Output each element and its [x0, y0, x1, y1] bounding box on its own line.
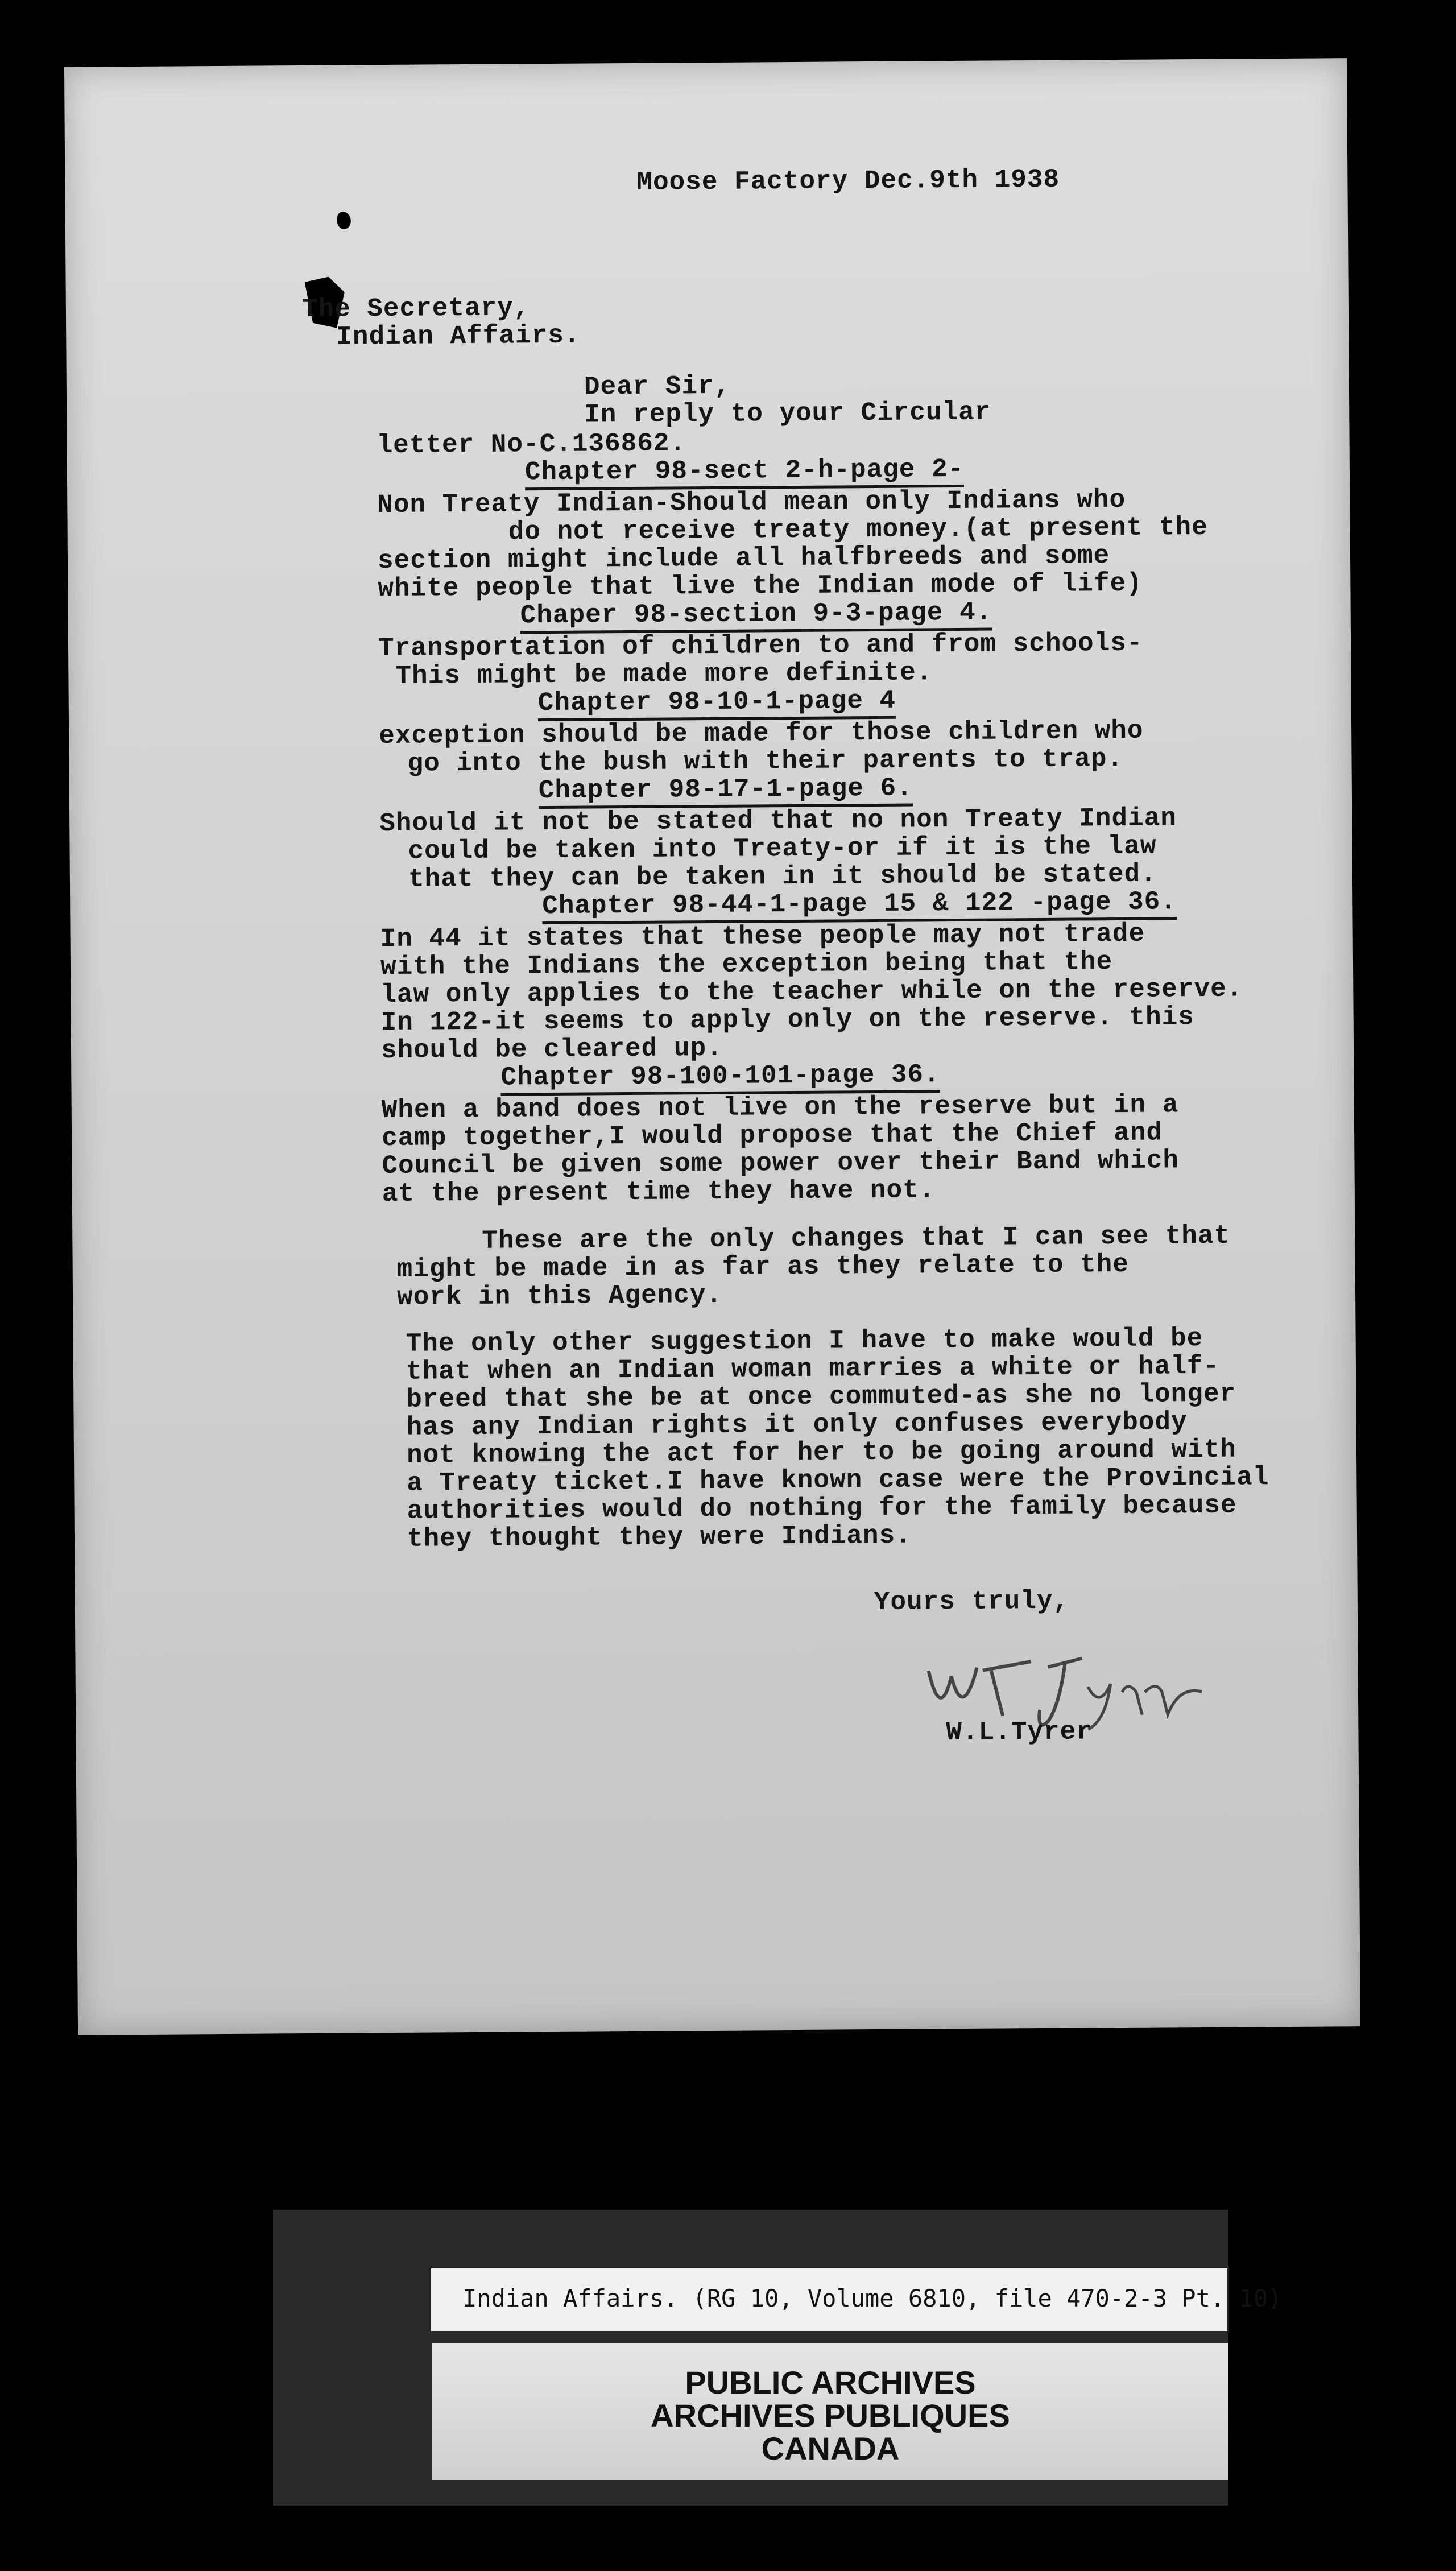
- letter-page: [64, 58, 1360, 2035]
- body-line: could be taken into Treaty-or if it is the law: [408, 831, 1157, 866]
- body-line: that they can be taken in it should be stated.: [408, 859, 1157, 894]
- chapter-heading: Chapter 98-10-1-page 4: [538, 687, 896, 721]
- archive-reference-label: [429, 2267, 1283, 2333]
- chapter-heading: Chapter 98-sect 2-h-page 2-: [525, 456, 965, 490]
- address-line: The Secretary,: [301, 293, 530, 325]
- recipient-address: [302, 294, 581, 352]
- body-line: that when an Indian woman marries a white or half-: [406, 1351, 1220, 1387]
- body-line: not knowing the act for her to be going around with: [406, 1435, 1236, 1470]
- archive-reference: Indian Affairs. (RG 10, Volume 6810, file 470-2-3 Pt. 10): [462, 2284, 1283, 2312]
- body-line: has any Indian rights it only confuses everybody: [406, 1407, 1188, 1442]
- archives-line-english: PUBLIC ARCHIVES: [685, 2365, 976, 2400]
- body-line: breed that she be at once commuted-as she no longer: [406, 1379, 1236, 1415]
- archives-line-country: CANADA: [761, 2431, 900, 2466]
- body-line: exception should be made for those children who: [378, 716, 1144, 751]
- closing-paragraph: [396, 1222, 1231, 1312]
- body-line: In 122-it seems to apply only on the reserve. this: [380, 1002, 1195, 1038]
- body-line: a Treaty ticket.I have known case were the Provincial: [407, 1462, 1269, 1498]
- salutation-block: [584, 371, 991, 429]
- chapter-heading: Chapter 98-17-1-page 6.: [539, 775, 913, 809]
- address-line: Indian Affairs.: [336, 320, 581, 352]
- body-line: These are the only changes that I can see that: [482, 1221, 1231, 1256]
- body-line: with the Indians the exception being that the: [380, 947, 1113, 982]
- body-line: Council be given some power over their Band which: [382, 1146, 1180, 1181]
- chapter-heading: Chaper 98-section 9-3-page 4.: [520, 599, 992, 634]
- ink-blot: [337, 212, 351, 229]
- chapter-notes: [377, 426, 1244, 1209]
- opening-line: In reply to your Circular: [584, 397, 991, 430]
- body-line: This might be made more definite.: [395, 658, 933, 691]
- archives-stamp: [432, 2343, 1228, 2480]
- suggestion-paragraph: [406, 1324, 1269, 1553]
- typed-signature: W.L.Tyrer: [946, 1717, 1093, 1748]
- body-line: they thought they were Indians.: [407, 1520, 912, 1554]
- body-line: should be cleared up.: [380, 1033, 723, 1066]
- complimentary-close: Yours truly,: [874, 1586, 1070, 1618]
- body-line: section might include all halfbreeds and some: [377, 541, 1110, 576]
- body-line: In 44 it states that these people may not trade: [380, 919, 1145, 954]
- body-line: white people that live the Indian mode of life): [378, 568, 1143, 604]
- body-line: go into the bush with their parents to trap.: [407, 743, 1124, 779]
- letter-date: Moose Factory Dec.9th 1938: [636, 164, 1060, 197]
- body-line: do not receive treaty money.(at present the: [508, 512, 1208, 547]
- body-line: law only applies to the teacher while on the reserve.: [380, 974, 1243, 1010]
- body-line: The only other suggestion I have to make would be: [406, 1323, 1203, 1359]
- body-line: Transportation of children to and from schools-: [378, 628, 1143, 664]
- chapter-heading: Chapter 98-100-101-page 36.: [500, 1061, 940, 1096]
- salutation: Dear Sir,: [584, 371, 731, 402]
- letter-number: letter No-C.136862.: [377, 428, 686, 461]
- torn-edge: [1389, 1735, 1443, 2032]
- body-line: at the present time they have not.: [382, 1175, 936, 1209]
- body-line: work in this Agency.: [396, 1280, 723, 1312]
- body-line: Should it not be stated that no non Treaty Indian: [379, 803, 1177, 839]
- chapter-heading: Chapter 98-44-1-page 15 & 122 -page 36.: [542, 888, 1177, 924]
- archives-line-french: ARCHIVES PUBLIQUES: [651, 2398, 1010, 2433]
- body-line: Non Treaty Indian-Should mean only Indians who: [377, 485, 1126, 520]
- body-line: might be made in as far as they relate to the: [396, 1249, 1130, 1284]
- body-line: camp together,I would propose that the Chief and: [381, 1118, 1163, 1154]
- body-line: When a band does not live on the reserve but in a: [381, 1090, 1179, 1126]
- body-line: authorities would do nothing for the family because: [407, 1490, 1237, 1526]
